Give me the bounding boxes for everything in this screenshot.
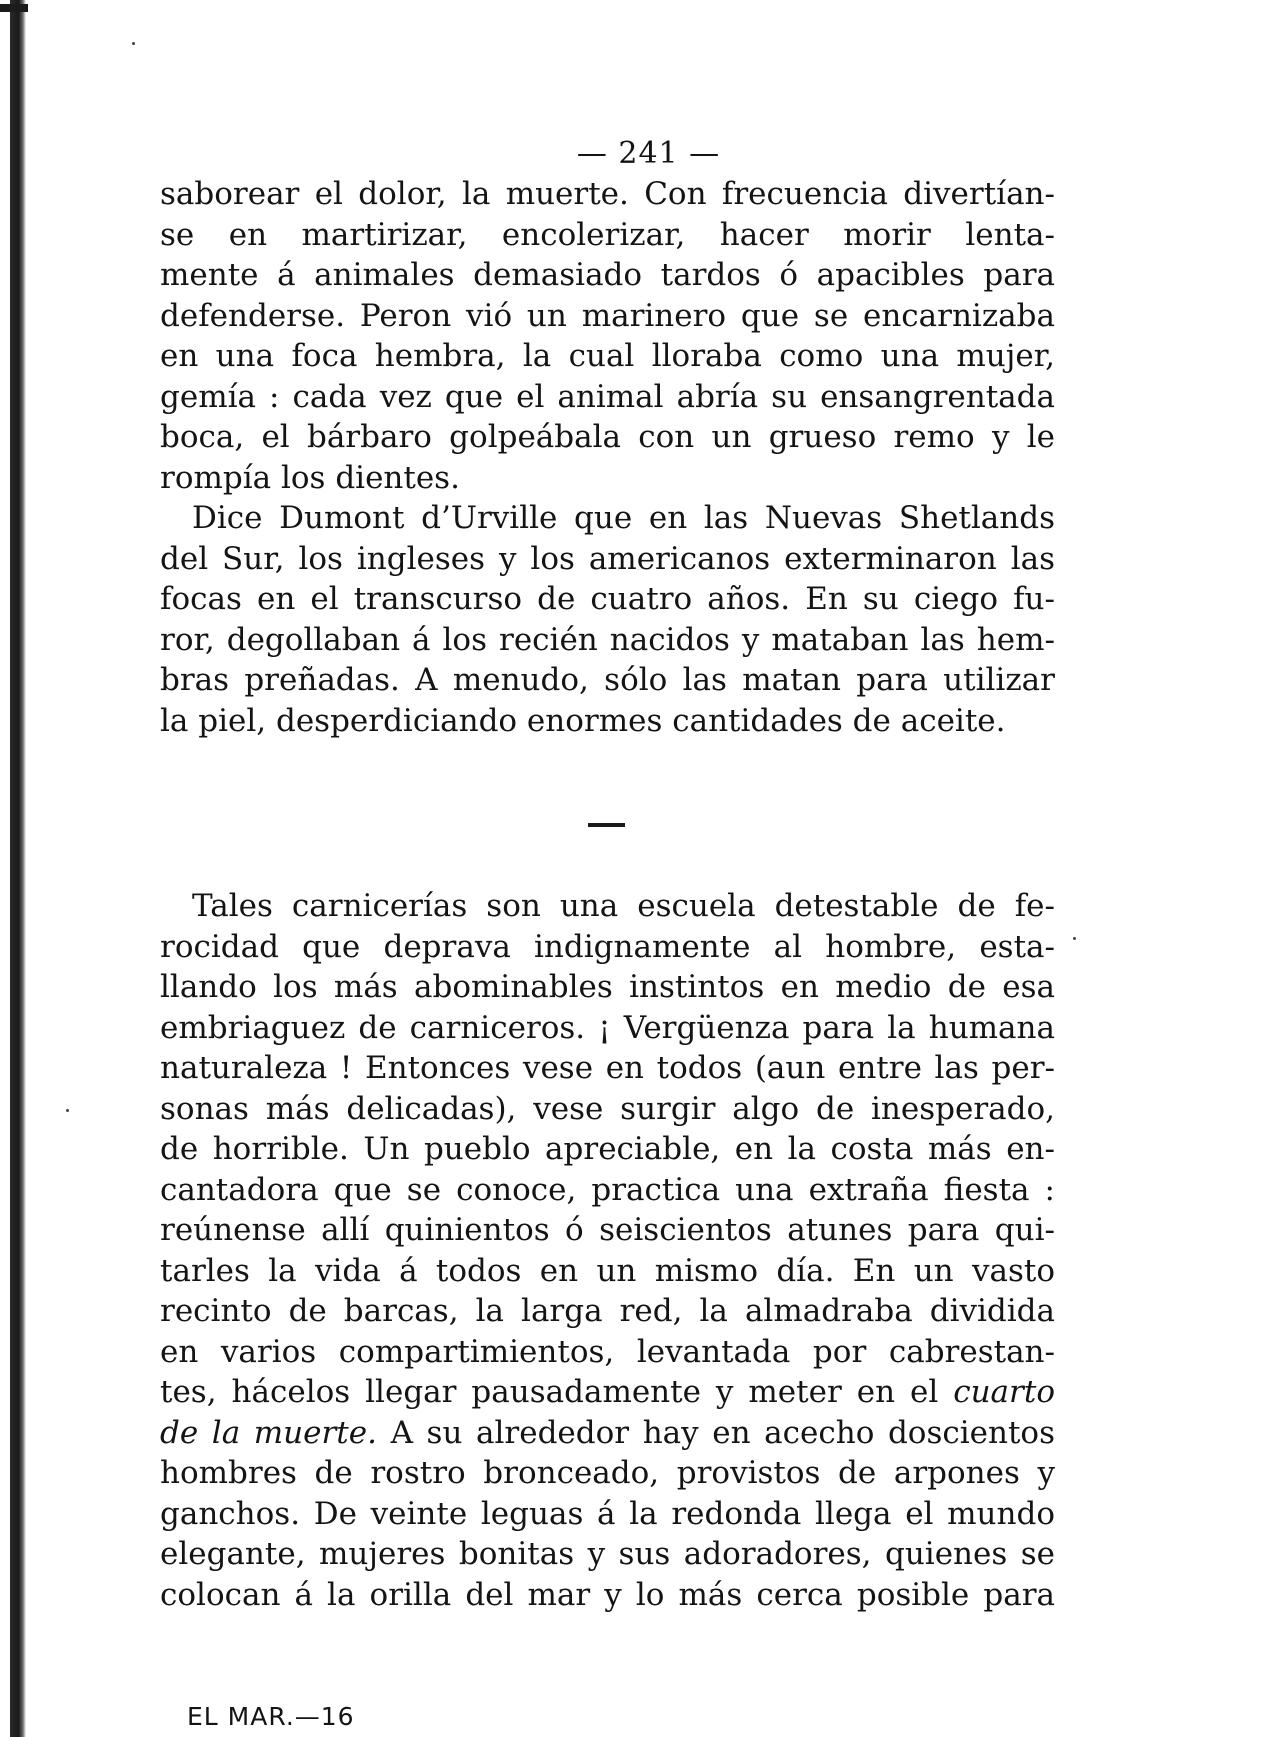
section-separator [588, 823, 625, 827]
page-number: — 241 — [576, 136, 721, 171]
text-line: elegante, mujeres bonitas y sus adoradores, quienes se [160, 1536, 1055, 1572]
paragraph-3 [160, 886, 1055, 1615]
text-line: ganchos. De veinte leguas á la redonda llega el mundo [160, 1495, 1055, 1532]
text-line: saborear el dolor, la muerte. Con frecuencia divertían- [160, 176, 1055, 212]
paragraph-1 [160, 174, 1055, 498]
paper-speck [66, 1109, 69, 1112]
text-line: sonas más delicadas), vese surgir algo de inesperado, [160, 1090, 1055, 1127]
text-line: llando los más abominables instintos en medio de esa [160, 969, 1055, 1005]
text-line: focas en el transcurso de cuatro años. En su ciego fu- [160, 581, 1055, 617]
text-line: en una foca hembra, la cual lloraba como una mujer, [160, 338, 1055, 374]
text-line: de horrible. Un pueblo apreciable, en la costa más en- [160, 1131, 1055, 1167]
text-line: reúnense allí quinientos ó seiscientos atunes para qui- [160, 1212, 1055, 1248]
text-line: hombres de rostro bronceado, provistos de arpones y [160, 1455, 1055, 1491]
text-line: defenderse. Peron vió un marinero que se encarnizaba [160, 297, 1055, 334]
italic-phrase: de la muerte. [160, 1414, 377, 1451]
paper-speck [132, 42, 135, 45]
text-line: recinto de barcas, la larga red, la almadraba dividida [160, 1293, 1055, 1329]
text-line [160, 1372, 1055, 1413]
paragraph-2 [160, 498, 1055, 741]
binding-edge [10, 0, 26, 1737]
text-line: rompía los dientes. [160, 459, 460, 496]
text-line: boca, el bárbaro golpeábala con un grueso remo y le [160, 419, 1055, 455]
text-segment: tes, hácelos llegar pausadamente y meter en el [160, 1374, 939, 1410]
text-line [160, 1413, 1055, 1454]
text-line: Tales carnicerías son una escuela detestable de fe- [192, 888, 1055, 924]
paper-speck [1073, 937, 1076, 940]
signature-mark: EL MAR.—16 [187, 1702, 355, 1731]
text-line: naturaleza ! Entonces vese en todos (aun entre las per- [160, 1050, 1055, 1086]
text-line: se en martirizar, encolerizar, hacer morir lenta- [160, 216, 1055, 253]
text-line: del Sur, los ingleses y los americanos exterminaron las [160, 540, 1055, 577]
text-line: en varios compartimientos, levantada por cabrestan- [160, 1333, 1055, 1370]
text-line: bras preñadas. A menudo, sólo las matan para utilizar [160, 662, 1055, 698]
text-line: gemía : cada vez que el animal abría su ensangrentada [160, 378, 1055, 415]
text-line: colocan á la orilla del mar y lo más cerca posible para [160, 1576, 1055, 1613]
text-line: Dice Dumont d’Urville que en las Nuevas Shetlands [192, 500, 1055, 536]
text-line: rocidad que deprava indignamente al hombre, esta- [160, 928, 1055, 965]
text-line: mente á animales demasiado tardos ó apacibles para [160, 257, 1055, 293]
text-line: tarles la vida á todos en un mismo día. En un vasto [160, 1252, 1055, 1289]
text-line: ror, degollaban á los recién nacidos y mataban las hem- [160, 621, 1055, 658]
binding-edge-cap [0, 4, 28, 12]
text-line: embriaguez de carniceros. ¡ Vergüenza para la humana [160, 1009, 1055, 1046]
text-segment: A su alrededor hay en acecho doscientos [376, 1414, 1055, 1451]
text-line: la piel, desperdiciando enormes cantidades de aceite. [160, 702, 1006, 739]
text-line: cantadora que se conoce, practica una extraña fiesta : [160, 1171, 1055, 1208]
italic-phrase: cuarto [953, 1374, 1055, 1410]
